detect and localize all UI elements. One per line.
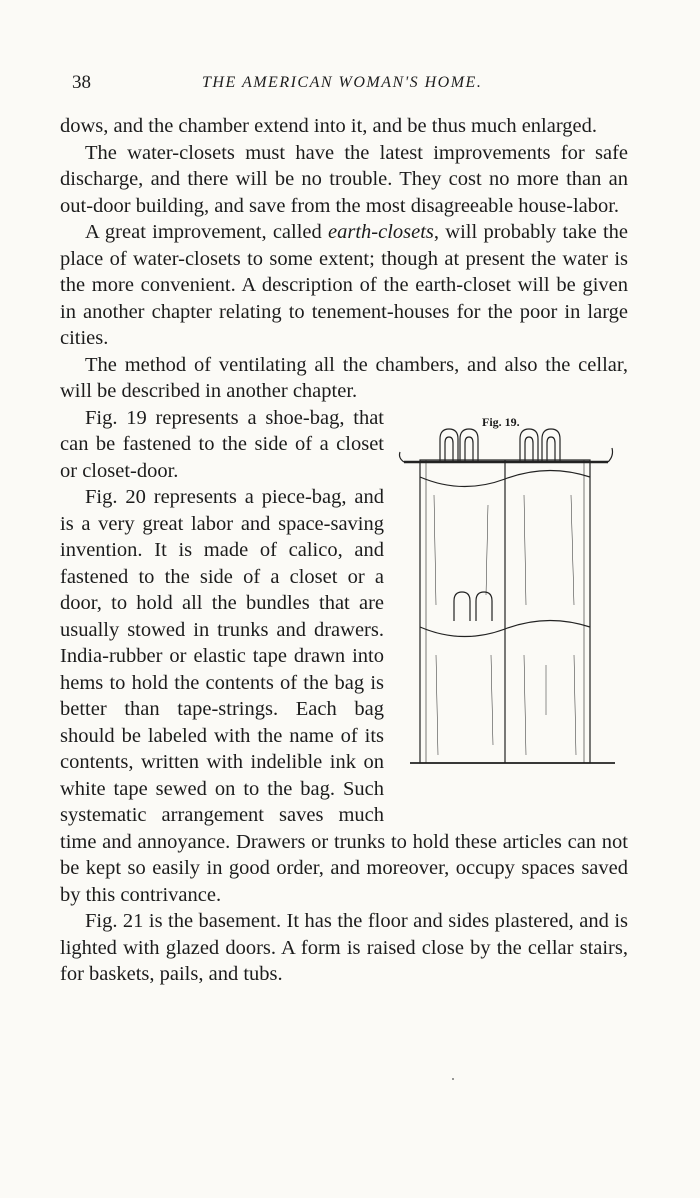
running-title: THE AMERICAN WOMAN'S HOME.: [202, 74, 483, 91]
paragraph-3: [60, 219, 628, 352]
figure-caption: Fig. 19.: [482, 414, 520, 429]
page-number: 38: [72, 72, 91, 93]
paragraph-4: The method of ventilating all the chambers, and also the cellar, will be described in another chapter.: [60, 353, 628, 402]
paragraph-3-end: , will probably take the place of water-closets to some extent; though at present the water is the more convenient. A description of the earth-closet will be given in another chapter relating to tenement-houses for the poor in large cities.: [60, 221, 628, 349]
page-speck: [452, 1078, 454, 1080]
shoe-bag-illustration: [396, 425, 631, 815]
paragraph-5: Fig. 19 represents a shoe-bag, that can be fastened to the side of a closet or closet-door.: [60, 406, 384, 482]
figure-19: [396, 405, 636, 815]
paragraph-3-start: A great improvement, called: [85, 221, 329, 243]
paragraph-6: Fig. 20 represents a piece-bag, and is a very great labor and space-saving invention. It is made of calico, and fastened to the side of a closet or a door, to hold all the bundles that are usually stowed in trunks and drawers. India-rubber or elastic tape drawn into hems to hold the contents of the bag is better than tape-strings. Each bag should be labeled with the name of its contents, written with indelible ink on white tape sewed on to the bag. Such systematic arrangement saves much time and annoyance. Drawers or trunks to hold these articles can not be kept so easily in good order, and moreover, occupy spaces saved by this contrivance.: [60, 486, 628, 906]
body-text: [60, 113, 628, 988]
earth-closets-term: earth-closets: [328, 221, 434, 243]
paragraph-7: Fig. 21 is the basement. It has the floor and sides plastered, and is lighted with glazed doors. A form is raised close by the cellar stairs, for baskets, pails, and tubs.: [60, 910, 628, 985]
page-header: [72, 72, 632, 100]
paragraph-1: dows, and the chamber extend into it, and be thus much enlarged.: [60, 115, 598, 137]
paragraph-2: The water-closets must have the latest improvements for safe discharge, and there will be no trouble. They cost no more than an out-door building, and save from the most disagreeable house-labor.: [60, 141, 628, 217]
